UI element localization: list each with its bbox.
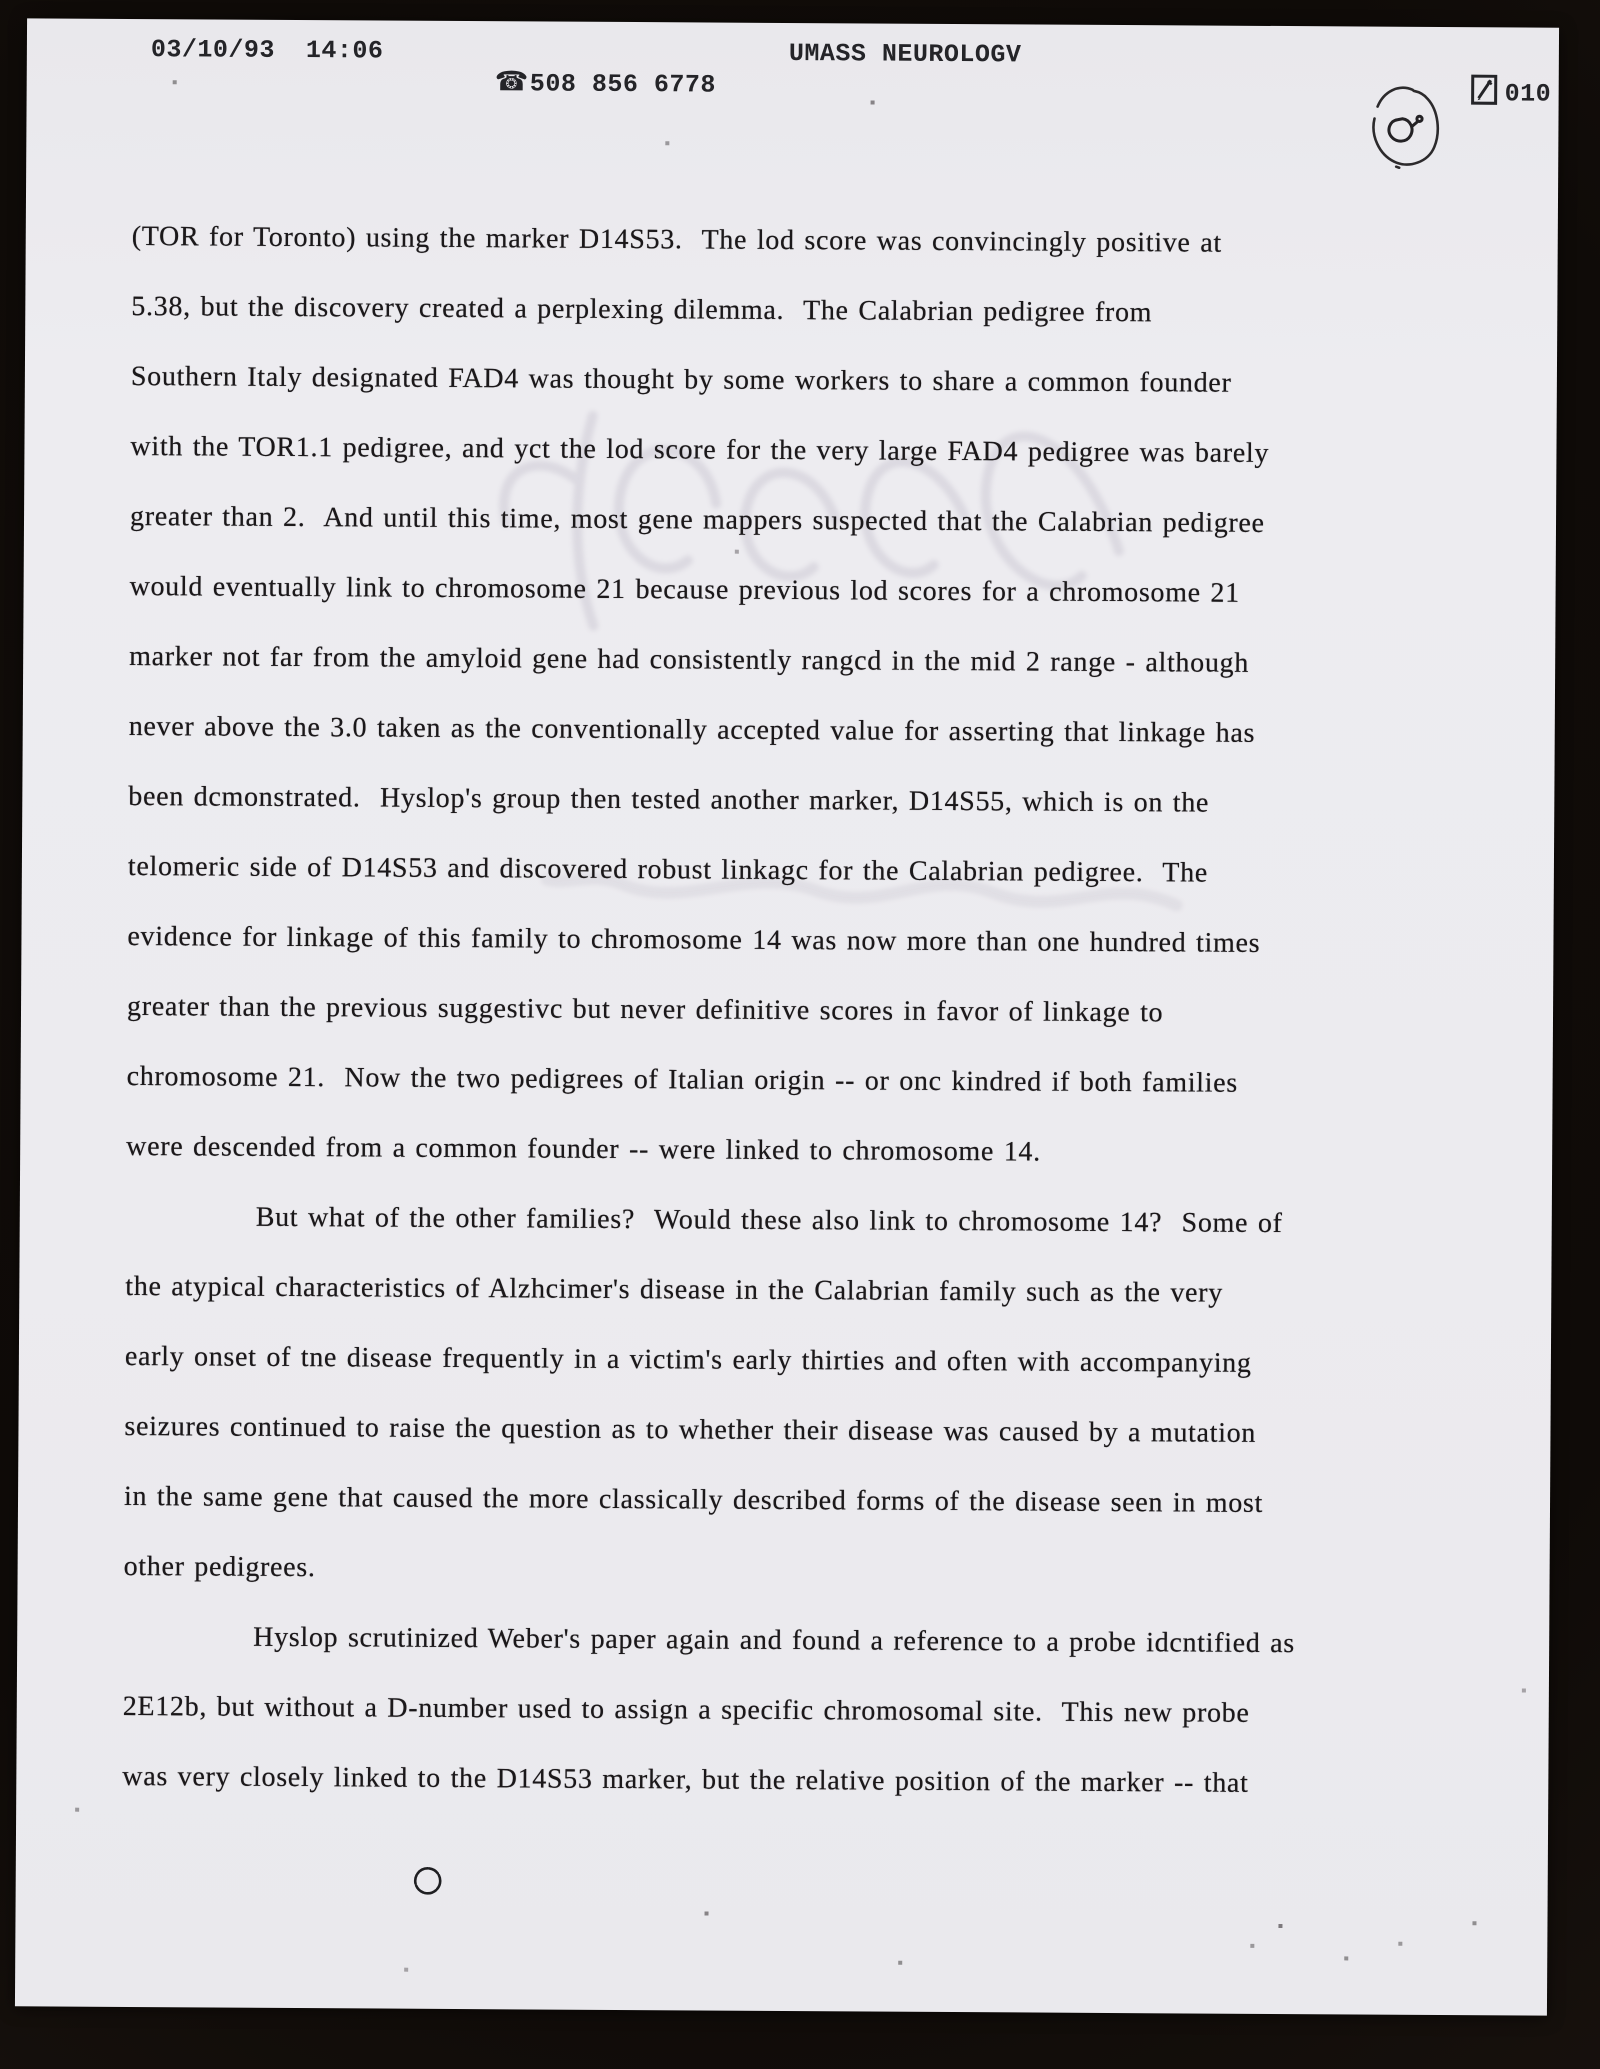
fax-header-time: 14:06 [305, 36, 384, 66]
document-body [122, 202, 1492, 1820]
document-line: in the same gene that caused the more classically described forms of the disease seen in most [123, 1480, 1264, 1519]
fax-page-icon [1471, 74, 1498, 105]
document-line: never above the 3.0 taken as the conventionally accepted value for asserting that linkage has [128, 710, 1256, 749]
scan-dust-specks [27, 18, 29, 20]
fax-page [15, 18, 1559, 2015]
document-line: were descended from a common founder -- were linked to chromosome 14. [126, 1130, 1041, 1168]
document-line: marker not far from the amyloid gene had consistently rangcd in the mid 2 range - although [129, 640, 1250, 679]
handwritten-bottom-circle [412, 1865, 444, 1897]
document-line: telomeric side of D14S53 and discovered robust linkagc for the Calabrian pedigree. The [127, 850, 1209, 889]
fax-header-station-name: UMASS NEUROLOGV [788, 38, 1022, 70]
document-line: evidence for linkage of this family to chromosome 14 was now more than one hundred times [127, 920, 1261, 959]
fax-header-date: 03/10/93 [150, 35, 276, 65]
document-line: Hyslop scrutinized Weber's paper again and found a reference to a probe idcntified as [253, 1621, 1296, 1660]
fax-header-phone [432, 37, 716, 129]
document-line: the atypical characteristics of Alzhcimer's disease in the Calabrian family such as the very [125, 1270, 1224, 1309]
phone-icon: ☎ [494, 66, 529, 98]
document-line: 2E12b, but without a D-number used to assign a specific chromosomal site. This new probe [122, 1690, 1250, 1729]
fax-header-page-number: 010 [1504, 79, 1552, 109]
document-line: But what of the other families? Would these also link to chromosome 14? Some of [255, 1201, 1283, 1240]
document-line: 5.38, but the discovery created a perplexing dilemma. The Calabrian pedigree from [131, 290, 1153, 329]
document-line: with the TOR1.1 pedigree, and yct the lod score for the very large FAD4 pedigree was barely [130, 430, 1270, 469]
document-line: early onset of tne disease frequently in a victim's early thirties and often with accompanying [124, 1340, 1252, 1379]
document-line: (TOR for Toronto) using the marker D14S53. The lod score was convincingly positive at [131, 220, 1223, 259]
document-line: other pedigrees. [123, 1550, 316, 1584]
document-line: would eventually link to chromosome 21 because previous lod scores for a chromosome 21 [129, 570, 1240, 609]
document-line: was very closely linked to the D14S53 marker, but the relative position of the marker -- that [122, 1760, 1249, 1799]
document-line: Southern Italy designated FAD4 was thought by some workers to share a common founder [130, 360, 1232, 399]
document-line: chromosome 21. Now the two pedigrees of Italian origin -- or onc kindred if both families [126, 1060, 1239, 1099]
document-line: greater than the previous suggestivc but never definitive scores in favor of linkage to [126, 990, 1164, 1029]
fax-header-phone-number: 508 856 6778 [529, 69, 716, 100]
document-line: been dcmonstrated. Hyslop's group then tested another marker, D14S55, which is on the [128, 780, 1210, 819]
handwritten-circled-mark [1366, 83, 1449, 173]
document-line: seizures continued to raise the question as to whether their disease was caused by a mutation [124, 1410, 1257, 1449]
document-line: greater than 2. And until this time, most gene mappers suspected that the Calabrian pedigree [129, 500, 1265, 539]
